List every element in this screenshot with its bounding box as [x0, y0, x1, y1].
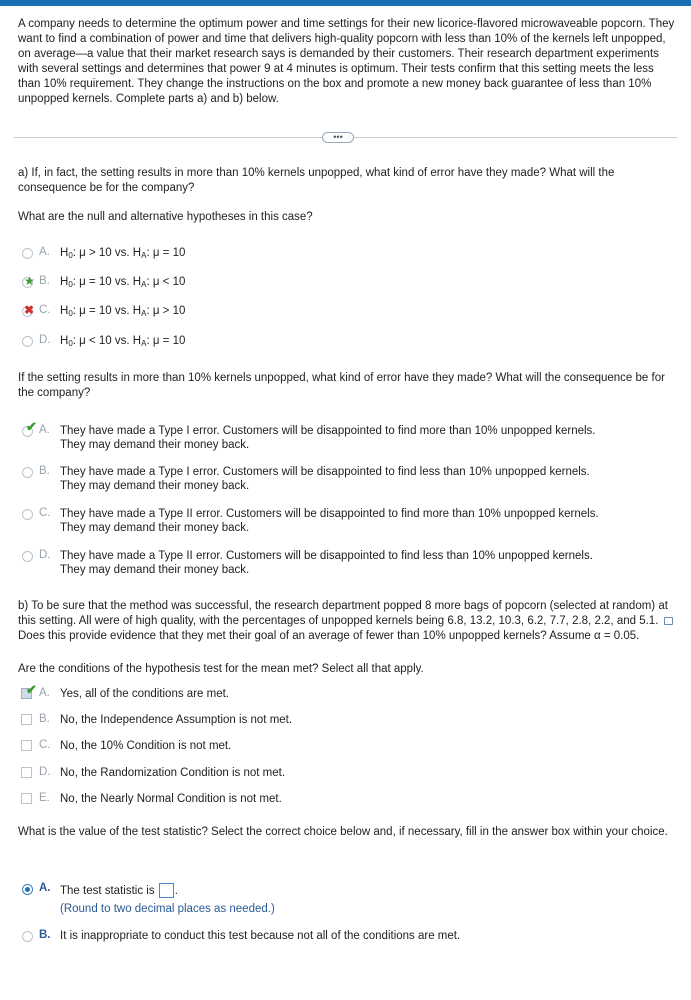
- condition-checkbox[interactable]: [21, 793, 32, 804]
- ha-value: μ = 10: [152, 247, 186, 259]
- stat-option-b-letter: B.: [39, 929, 51, 941]
- h0-sub: 0: [68, 339, 73, 348]
- condition-option[interactable]: [18, 739, 678, 759]
- stat-option-b[interactable]: [18, 929, 678, 959]
- test-statistic-prompt: What is the value of the test statistic? Select the correct choice below and, if necessary, fill in the answer box within your choice.: [18, 826, 668, 838]
- stat-option-a-label: The test statistic is: [60, 885, 155, 897]
- ha-sub: A: [141, 309, 147, 318]
- condition-option[interactable]: [18, 713, 678, 733]
- error-text-line1: They have made a Type II error. Customers will be disappointed to find less than 10% unpopped kernels.: [60, 550, 593, 562]
- incorrect-x-icon: ✖: [24, 303, 35, 317]
- h0-label: H: [60, 276, 69, 288]
- h0-value: μ = 10: [79, 276, 112, 288]
- hypothesis-letter: D.: [39, 334, 51, 346]
- hypotheses-prompt: What are the null and alternative hypotheses in this case?: [18, 211, 313, 223]
- hypothesis-option[interactable]: [18, 275, 678, 305]
- error-radio[interactable]: [22, 467, 33, 478]
- part-b-question-text: b) To be sure that the method was successful, the research department popped 8 more bags of popcorn (selected at random) at this setting. All were of high quality, with the percentages of unpopped kernels being 6.8, 13.2, 10.3, 6.2, 7.7, 2.8, 2.2, and 5.1.: [18, 600, 668, 627]
- vs-text: vs.: [114, 276, 130, 288]
- h0-sub: 0: [68, 309, 73, 318]
- ha-sub: A: [141, 251, 147, 260]
- error-option[interactable]: [18, 507, 678, 541]
- hypothesis-letter: A.: [39, 246, 50, 258]
- error-option[interactable]: [18, 419, 678, 458]
- ha-sub: A: [141, 339, 147, 348]
- ha-value: μ < 10: [152, 276, 186, 288]
- stat-option-b-radio[interactable]: [22, 931, 33, 942]
- part-a-question: a) If, in fact, the setting results in more than 10% kernels unpopped, what kind of error have they made? What will the consequence be for the company?: [18, 167, 615, 194]
- condition-checkbox[interactable]: [21, 767, 32, 778]
- hypothesis-text: $H_0$: μ > 10 vs. $H_A$: μ = 10: [60, 247, 186, 260]
- hypothesis-letter: B.: [39, 275, 50, 287]
- condition-letter: A.: [39, 687, 50, 699]
- error-text: [60, 465, 670, 493]
- problem-intro: A company needs to determine the optimum power and time settings for their new licorice-flavored microwaveable popcorn. They want to find a combination of power and time that delivers high-quality popcorn with less than 10% of the kernels left unpopped, on average—a value that their market research says is demanded by their customers. Their research department experiments with several settings and determines that power 9 at 4 minutes is optimum. Their tests confirm that this setting meets the less than 10% requirement. They change the instructions on the box and promote a new money back guarantee of less than 10% unpopped kernels. Complete parts a) and b) below.: [18, 18, 675, 105]
- ha-value: μ = 10: [152, 335, 186, 347]
- error-prompt: If the setting results in more than 10% kernels unpopped, what kind of error have they made? What will the consequence be for the company?: [18, 372, 665, 399]
- condition-letter: D.: [39, 766, 51, 778]
- h0-label: H: [60, 247, 69, 259]
- error-letter: A.: [39, 424, 50, 436]
- stat-option-a-letter: A.: [39, 882, 51, 894]
- h0-sub: 0: [68, 251, 73, 260]
- stat-option-a[interactable]: [18, 882, 678, 922]
- error-letter: B.: [39, 465, 50, 477]
- h0-label: H: [60, 305, 69, 317]
- hypothesis-text: $H_0$: μ < 10 vs. $H_A$: μ = 10: [60, 335, 186, 348]
- condition-option[interactable]: [18, 792, 678, 812]
- hypothesis-radio[interactable]: [22, 248, 33, 259]
- hypothesis-radio[interactable]: [22, 336, 33, 347]
- h0-value: μ = 10: [79, 305, 112, 317]
- condition-text: No, the Independence Assumption is not met.: [60, 714, 293, 726]
- condition-text: No, the 10% Condition is not met.: [60, 740, 232, 752]
- rounding-hint: (Round to two decimal places as needed.): [60, 903, 275, 915]
- hypothesis-option[interactable]: [18, 334, 678, 364]
- ha-label: H: [132, 276, 142, 288]
- error-option[interactable]: [18, 549, 678, 583]
- vs-text: vs.: [114, 247, 130, 259]
- correct-check-icon: ✔: [26, 419, 37, 434]
- condition-checkbox[interactable]: [21, 740, 32, 751]
- error-text-line2: They may demand their money back.: [60, 480, 250, 492]
- error-option[interactable]: [18, 465, 678, 499]
- top-accent-bar: [0, 0, 691, 6]
- ha-label: H: [132, 305, 142, 317]
- condition-letter: C.: [39, 739, 51, 751]
- error-text: [60, 507, 670, 535]
- hypothesis-option[interactable]: [18, 246, 678, 276]
- ha-label: H: [132, 335, 142, 347]
- stat-option-a-period: .: [174, 885, 178, 897]
- error-radio[interactable]: [22, 551, 33, 562]
- hypothesis-text: $H_0$: μ = 10 vs. $H_A$: μ > 10: [60, 305, 186, 318]
- h0-sub: 0: [68, 280, 73, 289]
- error-letter: D.: [39, 549, 51, 561]
- condition-checkbox[interactable]: [21, 714, 32, 725]
- condition-text: No, the Nearly Normal Condition is not met.: [60, 793, 282, 805]
- error-text-line2: They may demand their money back.: [60, 564, 250, 576]
- condition-letter: B.: [39, 713, 50, 725]
- ha-value: μ > 10: [152, 305, 186, 317]
- h0-value: μ > 10: [79, 247, 112, 259]
- correct-check-icon: ✔: [26, 682, 37, 697]
- part-b-question-tail: Does this provide evidence that they met their goal of an average of fewer than 10% unpopped kernels? Assume α = 0.05.: [18, 630, 640, 642]
- condition-text: No, the Randomization Condition is not met.: [60, 767, 286, 779]
- vs-text: vs.: [114, 335, 130, 347]
- stat-option-a-radio[interactable]: [22, 884, 33, 895]
- data-table-icon[interactable]: [664, 617, 673, 625]
- hypothesis-option[interactable]: [18, 304, 678, 334]
- conditions-prompt: Are the conditions of the hypothesis test for the mean met? Select all that apply.: [18, 663, 424, 675]
- hypothesis-letter: C.: [39, 304, 51, 316]
- correct-star-icon: ★: [24, 274, 35, 288]
- condition-option[interactable]: [18, 766, 678, 786]
- error-text-line1: They have made a Type I error. Customers will be disappointed to find less than 10% unpopped kernels.: [60, 466, 590, 478]
- error-text: [60, 424, 670, 452]
- test-statistic-input[interactable]: [159, 883, 174, 898]
- condition-option[interactable]: [18, 682, 678, 707]
- error-text-line1: They have made a Type II error. Customers will be disappointed to find more than 10% unpopped kernels.: [60, 508, 599, 520]
- stat-option-a-text: [60, 882, 670, 918]
- error-text-line2: They may demand their money back.: [60, 439, 250, 451]
- ha-sub: A: [141, 280, 147, 289]
- stat-option-b-text: It is inappropriate to conduct this test because not all of the conditions are met.: [60, 930, 461, 942]
- error-radio[interactable]: [22, 509, 33, 520]
- condition-text: Yes, all of the conditions are met.: [60, 688, 229, 700]
- error-text-line2: They may demand their money back.: [60, 522, 250, 534]
- expand-button[interactable]: •••: [322, 132, 354, 143]
- ha-label: H: [132, 247, 142, 259]
- h0-label: H: [60, 335, 69, 347]
- error-letter: C.: [39, 507, 51, 519]
- vs-text: vs.: [114, 305, 130, 317]
- hypothesis-text: $H_0$: μ = 10 vs. $H_A$: μ < 10: [60, 276, 186, 289]
- part-b-question: [18, 599, 678, 644]
- error-text-line1: They have made a Type I error. Customers will be disappointed to find more than 10% unpopped kernels.: [60, 425, 596, 437]
- h0-value: μ < 10: [79, 335, 112, 347]
- condition-letter: E.: [39, 792, 50, 804]
- error-text: [60, 549, 670, 577]
